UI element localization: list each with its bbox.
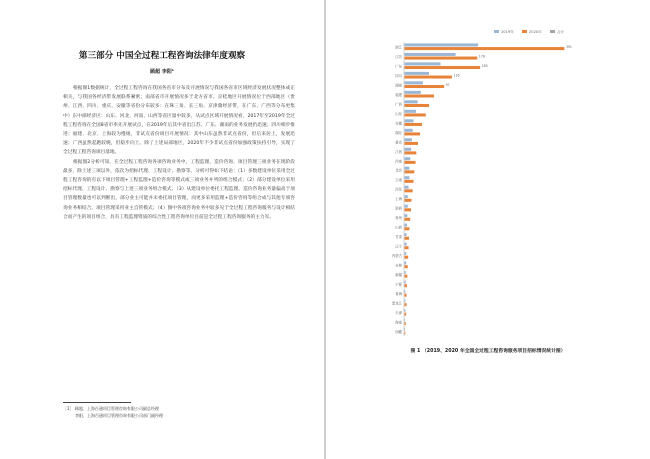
bar-2020 [405, 47, 565, 50]
footnote-marker: ［1］ [63, 406, 74, 411]
bar-2020 [405, 332, 406, 335]
category-label: 西藏 [395, 329, 402, 334]
legend-swatch [550, 30, 555, 33]
bar-2019 [405, 205, 408, 208]
category-label: 广东 [395, 64, 402, 69]
category-label: 云南 [395, 178, 402, 183]
category-label: 重庆 [395, 140, 402, 145]
category-label: 河南 [395, 159, 402, 164]
category-label: 贵州 [395, 216, 402, 221]
bar-2020 [405, 161, 416, 164]
bar-2020 [405, 85, 445, 88]
bar-2019 [405, 328, 406, 331]
legend-swatch [522, 30, 527, 33]
bar-2019 [405, 299, 406, 302]
paragraph-2: 根据图2分析可知，在全过程工程咨询各项咨询业务中，工程监理、造价咨询、项目管理三项业务在现阶段最多，除上述三项以外，依次为招标代理、工程设计、勘察等。分析可得如下结论：（1）多数建设单位采用全过程工程咨询的有以下项目管理+工程监理+造价咨询等模式或三项业务并列的组合模式；（2）部分建设单位采用招标代理、工程设计、勘察与上述三项业务组合模式；（3）从建设单位委托工程监理、造价咨询业务量偏高于项目管理数量也可以判断出，部分业主可能并未委托项目管理，而更多采用监理+造价咨询等组合成与其他专项咨询业务相结合，项目管理采用业主自管模式；（4）图中各项咨询业务中较多见于全过程工程咨询服务与设计相结合而产生的项目组合，具有工程监理资质的综合性工程咨询单位目前是全过程工程咨询服务的主力军。 [63, 159, 295, 220]
bar-2019 [405, 309, 406, 312]
legend-label: 2020年 [529, 30, 542, 35]
bar-2019 [405, 262, 407, 265]
bar-2019 [405, 186, 409, 189]
bar-2020 [405, 123, 423, 126]
bar-2019 [405, 53, 456, 56]
bar-2020 [405, 57, 478, 60]
category-label: 江苏 [395, 54, 402, 59]
category-label: 四川 [395, 73, 402, 78]
bar-2019 [405, 157, 411, 160]
bar-2019 [405, 243, 407, 246]
bar-2019 [405, 224, 407, 227]
bar-2019 [405, 214, 408, 217]
bar-2020 [405, 104, 430, 107]
category-label: 湖北 [395, 130, 402, 135]
category-label: 湖南 [395, 83, 402, 88]
footnote-line-2: 李阳，上海百通项目管理咨询有限公司部门副经理 [75, 413, 163, 418]
bar-2020 [405, 113, 426, 116]
bar-2019 [405, 148, 412, 151]
bar-2020 [405, 256, 409, 259]
category-label: 北京 [395, 168, 402, 173]
bar-2019 [405, 119, 414, 122]
category-label: 内蒙古 [391, 254, 402, 259]
category-label: 海南 [395, 320, 402, 325]
category-label: 新疆 [395, 273, 402, 278]
bar-2019 [405, 233, 407, 236]
category-label: 吉林 [395, 263, 402, 268]
bar-2020 [405, 199, 412, 202]
bar-2019 [405, 110, 416, 113]
bar-2020 [405, 94, 434, 97]
category-label: 陕西 [395, 206, 402, 211]
category-label: 福建 [395, 92, 402, 97]
bar-2020 [405, 237, 409, 240]
bar-2020 [405, 142, 418, 145]
category-label: 甘肃 [395, 235, 402, 240]
right-page [326, 0, 650, 459]
bar-2020 [405, 218, 411, 221]
bar-2019 [405, 43, 479, 46]
data-label: 185 [481, 63, 488, 68]
bar-2020 [405, 303, 407, 306]
category-label: 辽宁 [395, 244, 402, 249]
bar-2020 [405, 322, 406, 325]
bar-2019 [405, 176, 410, 179]
bar-2020 [405, 151, 417, 154]
bar-2020 [405, 246, 409, 249]
legend-label: 合计 [557, 30, 565, 35]
bar-2019 [405, 72, 430, 75]
bar-2019 [405, 138, 412, 141]
bar-2019 [405, 100, 418, 103]
bar-2019 [405, 129, 413, 132]
bar-2020 [405, 180, 414, 183]
bar-2020 [405, 227, 410, 230]
footnote-line-1: 顾超，上海百通项目管理咨询有限公司副总经理 [74, 406, 159, 411]
footnote-divider [63, 402, 131, 403]
body-text [63, 84, 295, 222]
category-label: 安徽 [395, 121, 402, 126]
bar-2020 [405, 132, 421, 135]
footnote [63, 405, 303, 419]
legend-label: 2019年 [501, 30, 514, 35]
category-label: 河北 [395, 187, 402, 192]
bar-2020 [405, 265, 408, 268]
bar-2020 [405, 294, 407, 297]
category-label: 浙江 [395, 45, 402, 50]
category-label: 青海 [395, 292, 402, 297]
bar-2019 [405, 91, 421, 94]
bar-2019 [405, 281, 406, 284]
category-label: 宁夏 [395, 282, 402, 287]
data-label: 178 [478, 54, 485, 59]
category-label: 上海 [395, 197, 402, 202]
bar-2020 [405, 208, 412, 211]
bar-2019 [405, 167, 410, 170]
bar-2019 [405, 195, 408, 198]
figure-caption: 图 1 （2019、2020 年全国全过程工程咨询服务项目招标情况统计图） [410, 349, 566, 354]
category-label: 山东 [395, 111, 402, 116]
category-label: 江西 [395, 149, 402, 154]
bar-2019 [405, 271, 406, 274]
bar-2019 [405, 290, 406, 293]
bar-2020 [405, 170, 415, 173]
legend-swatch [494, 30, 499, 33]
left-page [0, 0, 324, 459]
bar-2020 [405, 275, 408, 278]
bar-2020 [405, 76, 452, 79]
category-label: 天津 [395, 310, 402, 315]
section-title: 第三部分 中国全过程工程咨询法律年度观察 [78, 51, 246, 61]
category-label: 黑龙江 [391, 301, 402, 306]
category-label: 山西 [395, 225, 402, 230]
bar-2020 [405, 313, 407, 316]
paragraph-1: 根据图1数据统计，全过程工程咨询在我国各省市分布及开展情况与我国各省市区域经济发展状况整体成正相关，与我国各经济带发展联系紧密；南部省市开展情况多于北方省市。京桂地区开展情况位于西部地区（贵州、江西、四川、重庆、安徽等省份分布较多：在珠三角、长三角、京津冀经济带，在广东、广西等分布更集中）东中部经济区：山东、河北、河南、山西等省区量中较多，从试点区域开展情况看，2017年至2019年全过程工程咨询在全国8省市率先开展试点，在2019年后其中省出江苏、广东、湖南的业务发展仍迅速；四川相步推进；福建、北京、上海较为慢缓，非试点省份项目开展情况：其中山东虽然非试点省份，但后来居上，发展迅速；广西虽然起跑较晚，但稳步向上。除了上述局部地区，2020年不少非试点省份加强政策扶持引导，实现了全过程工程咨询项目落地。 [63, 86, 295, 156]
bar-2020 [405, 284, 407, 287]
bar-2019 [405, 81, 423, 84]
data-label: 391 [565, 44, 572, 49]
author-line: 顾超 李阳¹ [150, 69, 174, 75]
bar-2020 [405, 189, 413, 192]
category-label: 广西 [395, 102, 402, 107]
bar-2019 [405, 318, 406, 321]
bar-chart [374, 24, 608, 342]
bar-2020 [405, 66, 481, 69]
bar-2019 [405, 62, 441, 65]
data-label: 97 [445, 82, 450, 87]
data-label: 116 [453, 73, 460, 78]
bar-2019 [405, 252, 407, 255]
